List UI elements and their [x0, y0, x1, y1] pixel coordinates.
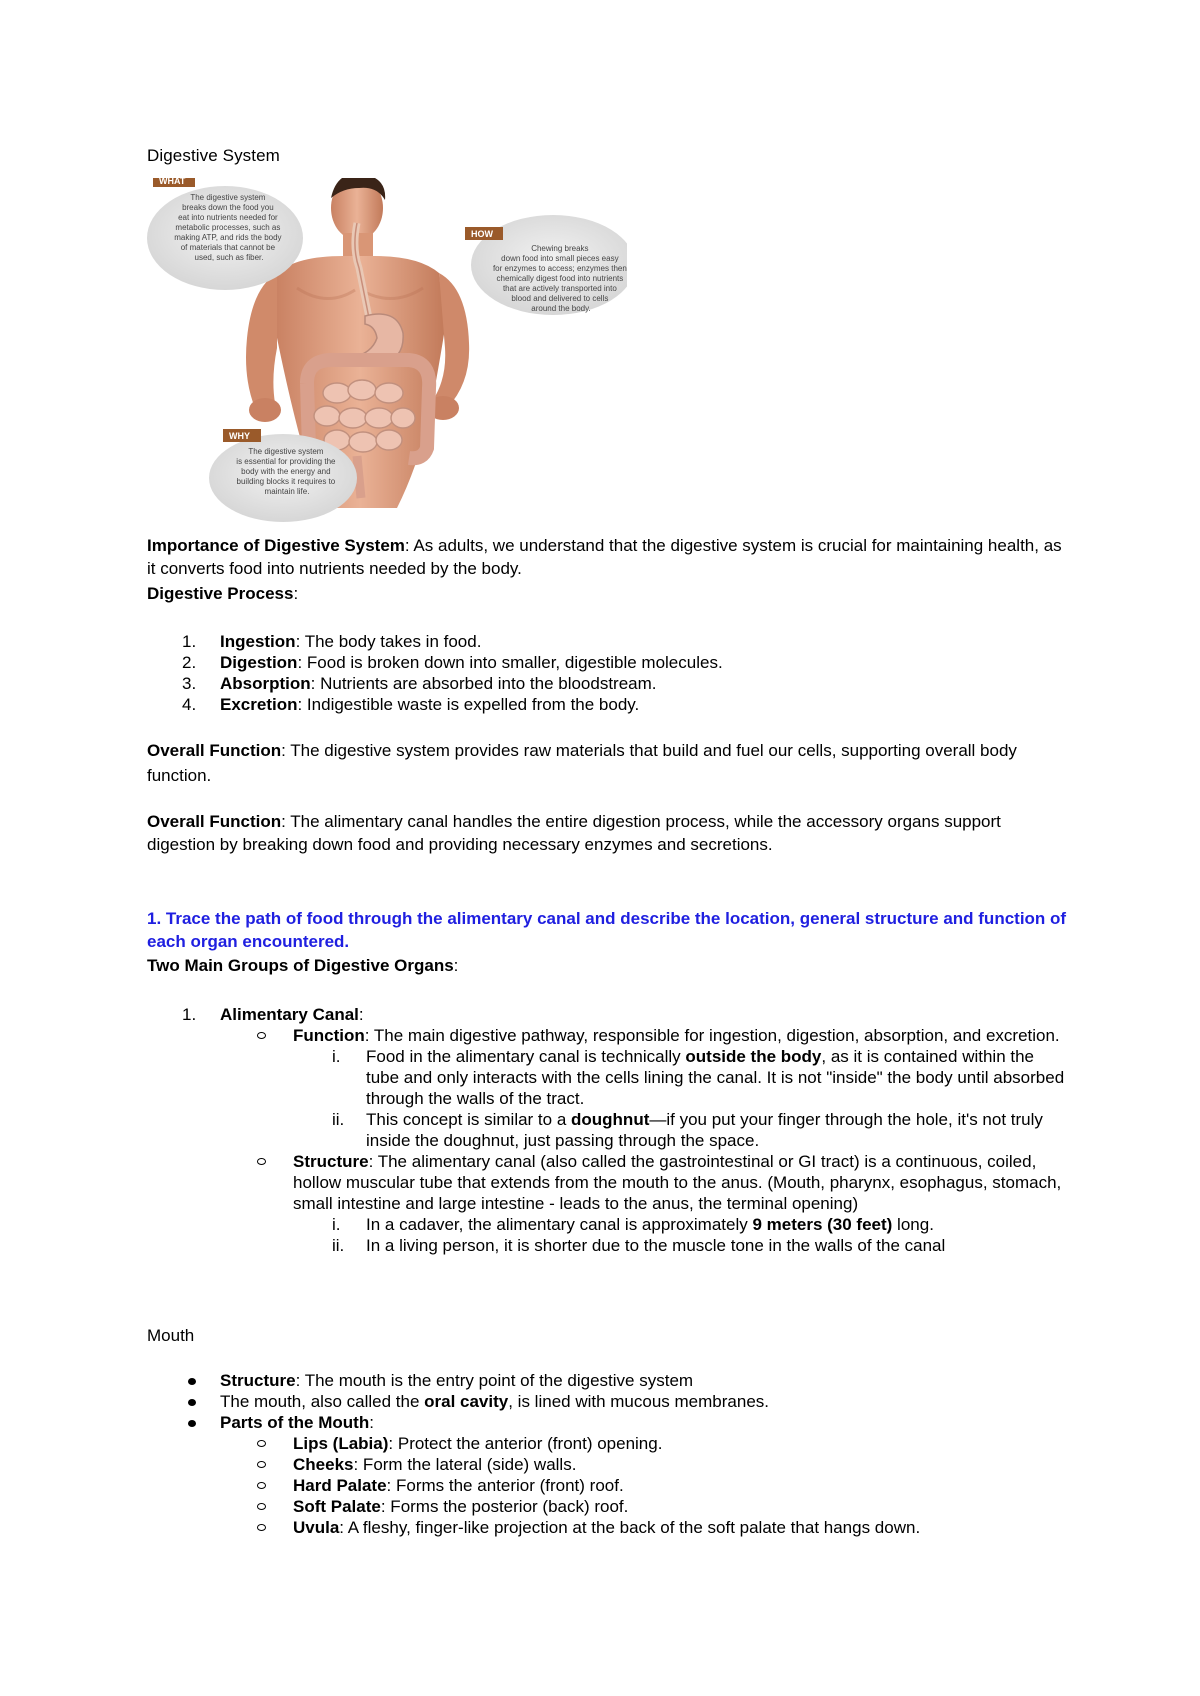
list-item: ii. This concept is similar to a doughnut—if you put your finger through the hole, it's not truly inside the doughnut, just passing through the space. [332, 1110, 1043, 1150]
process-steps-list [147, 631, 1067, 715]
what-callout [147, 178, 303, 290]
question-heading: 1. Trace the path of food through the alimentary canal and describe the location, general structure and function of each organ encountered. [147, 909, 1067, 951]
importance-text: : As adults, we understand that the digestive system is crucial for maintaining health, as it converts food into nutrients needed by the body. [147, 536, 1062, 578]
how-callout [465, 215, 627, 315]
list-item: i. In a cadaver, the alimentary canal is approximately 9 meters (30 feet) long. [332, 1215, 934, 1234]
structure-item: Structure: The alimentary canal (also called the gastrointestinal or GI tract) is a continuous, coiled, hollow muscular tube that extends from the mouth to the anus. (Mouth, pharynx, esophagus, stomach, small intestine and large intestine - leads to the anus, the terminal opening) [147, 1151, 1067, 1214]
alimentary-canal-section [147, 1004, 1067, 1256]
list-item: 4. Excretion: Indigestible waste is expelled from the body. [182, 695, 640, 714]
list-item: Uvula: A fleshy, finger-like projection at the back of the soft palate that hangs down. [147, 1517, 1067, 1538]
list-item: Soft Palate: Forms the posterior (back) roof. [147, 1496, 1067, 1517]
how-text: Chewing breaks down food into small pieces easy for enzymes to access; enzymes then chemically digest food into nutrients that are actively transported into blood and delivered to cells around the body. [492, 244, 627, 313]
overall-function-paragraph-1: Overall Function: The digestive system provides raw materials that build and fuel our cells, supporting overall body function. [147, 741, 1017, 785]
list-item: The mouth, also called the oral cavity, is lined with mucous membranes. [147, 1391, 1067, 1412]
importance-paragraph [147, 534, 1067, 580]
function-item: Function: The main digestive pathway, responsible for ingestion, digestion, absorption, and excretion. [147, 1025, 1067, 1046]
list-item: Cheeks: Form the lateral (side) walls. [147, 1454, 1067, 1475]
why-label: WHY [229, 431, 250, 441]
list-item: ii. In a living person, it is shorter due to the muscle tone in the walls of the canal [332, 1236, 946, 1255]
list-item: Parts of the Mouth: [147, 1412, 1067, 1433]
mouth-section [147, 1370, 1067, 1538]
mouth-heading: Mouth [147, 1326, 195, 1345]
list-item: 1. Alimentary Canal: [182, 1005, 364, 1024]
process-heading: Digestive Process [147, 584, 294, 603]
list-item: 1. Ingestion: The body takes in food. [182, 632, 482, 651]
list-item: Hard Palate: Forms the anterior (front) roof. [147, 1475, 1067, 1496]
importance-heading: Importance of Digestive System [147, 536, 405, 555]
process-heading-line: Digestive Process: [147, 584, 299, 603]
what-text: The digestive system breaks down the food you eat into nutrients needed for metabolic processes, such as making ATP, and rids the body of materials that cannot be used, such as fiber. [174, 193, 282, 262]
why-text: The digestive system is essential for providing the body with the energy and building blocks it requires to maintain life. [236, 447, 336, 496]
list-item: 3. Absorption: Nutrients are absorbed into the bloodstream. [182, 674, 657, 693]
what-label: WHAT [159, 178, 186, 186]
groups-heading-line: Two Main Groups of Digestive Organs: [147, 956, 459, 975]
list-item: 2. Digestion: Food is broken down into smaller, digestible molecules. [182, 653, 723, 672]
document-title: Digestive System [147, 146, 280, 165]
list-item: Lips (Labia): Protect the anterior (front) opening. [147, 1433, 1067, 1454]
overall-function-paragraph-2: Overall Function: The alimentary canal handles the entire digestion process, while the accessory organs support digestion by breaking down food and providing necessary enzymes and secretions. [147, 812, 1001, 854]
digestive-system-figure [147, 178, 627, 523]
list-item: Structure: The mouth is the entry point of the digestive system [147, 1370, 1067, 1391]
list-item: i. Food in the alimentary canal is technically outside the body, as it is contained within the tube and only interacts with the cells lining the canal. It is not "inside" the body until absorbed through the walls of the tract. [332, 1047, 1065, 1108]
how-label: HOW [471, 229, 493, 239]
